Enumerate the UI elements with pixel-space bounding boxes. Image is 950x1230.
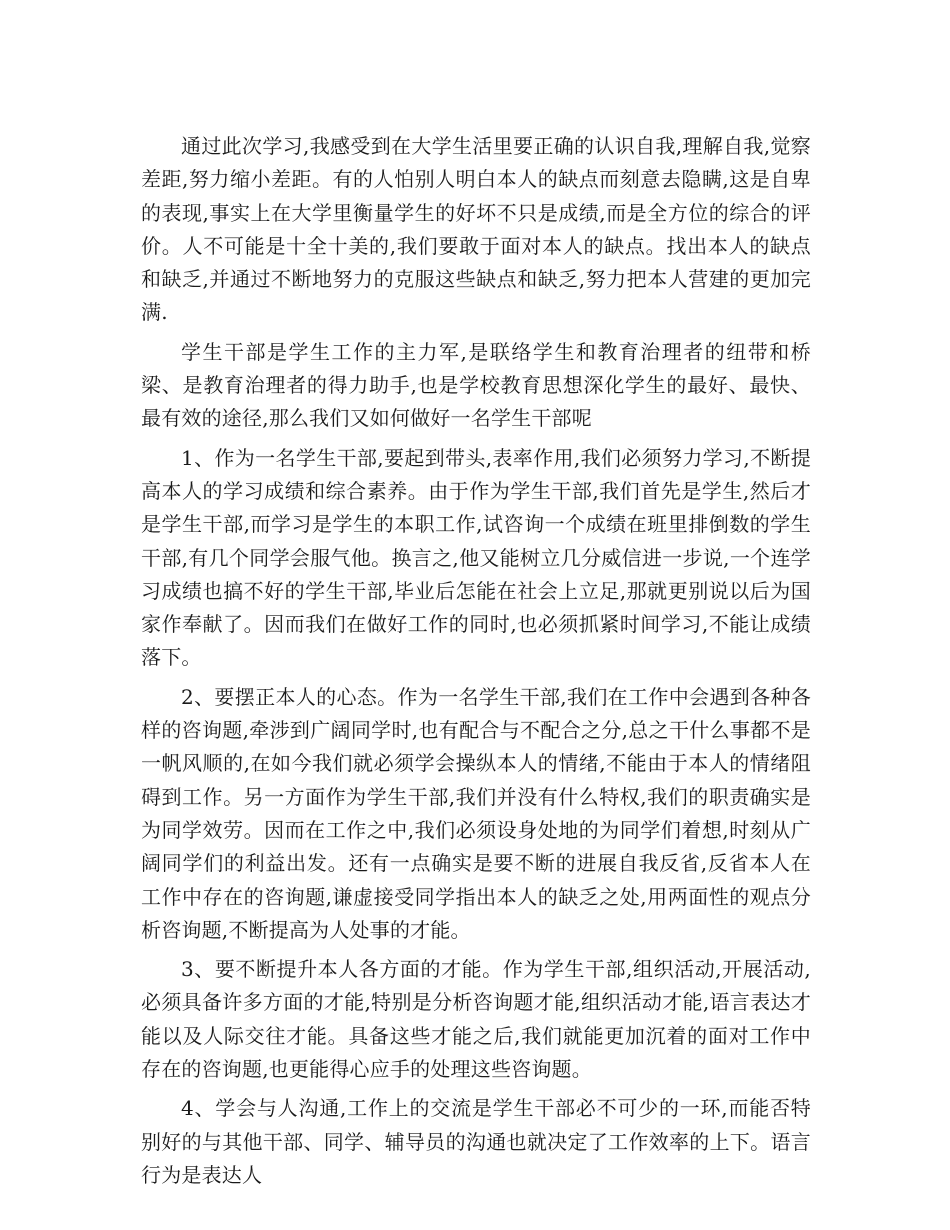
paragraph-point-1: 1、作为一名学生干部,要起到带头,表率作用,我们必须努力学习,不断提高本人的学习成绩和综合素养。由于作为学生干部,我们首先是学生,然后才是学生干部,而学习是学生的本职工作,试咨询一个成绩在班里排倒数的学生干部,有几个同学会服气他。换言之,他又能树立几分威信进一步说,一个连学习成绩也搞不好的学生干部,毕业后怎能在社会上立足,那就更别说以后为国家作奉献了。因而我们在做好工作的同时,也必须抓紧时间学习,不能让成绩落下。 [141, 445, 811, 670]
paragraph-student-cadre-intro: 学生干部是学生工作的主力军,是联络学生和教育治理者的纽带和桥梁、是教育治理者的得力助手,也是学校教育思想深化学生的最好、最快、最有效的途径,那么我们又如何做好一名学生干部呢 [141, 339, 811, 431]
paragraph-self-awareness: 通过此次学习,我感受到在大学生活里要正确的认识自我,理解自我,觉察差距,努力缩小差距。有的人怕别人明白本人的缺点而刻意去隐瞒,这是自卑的表现,事实上在大学里衡量学生的好坏不只是成绩,而是全方位的综合的评价。人不可能是十全十美的,我们要敢于面对本人的缺点。找出本人的缺点和缺乏,并通过不断地努力的克服这些缺点和缺乏,努力把本人营建的更加完满. [141, 134, 811, 325]
paragraph-point-3: 3、要不断提升本人各方面的才能。作为学生干部,组织活动,开展活动,必须具备许多方面的才能,特别是分析咨询题才能,组织活动才能,语言表达才能以及人际交往才能。具备这些才能之后,我们就能更加沉着的面对工作中存在的咨询题,也更能得心应手的处理这些咨询题。 [141, 957, 811, 1082]
paragraph-point-4: 4、学会与人沟通,工作上的交流是学生干部必不可少的一环,而能否特别好的与其他干部、同学、辅导员的沟通也就决定了工作效率的上下。语言行为是表达人 [141, 1096, 811, 1187]
document-body [141, 130, 811, 1198]
paragraph-point-2: 2、要摆正本人的心态。作为一名学生干部,我们在工作中会遇到各种各样的咨询题,牵涉到广阔同学时,也有配合与不配合之分,总之干什么事都不是一帆风顺的,在如今我们就必须学会操纵本人的情绪,不能由于本人的情绪阻碍到工作。另一方面作为学生干部,我们并没有什么特权,我们的职责确实是为同学效劳。因而在工作之中,我们必须设身处地的为同学们着想,时刻从广阔同学们的利益出发。还有一点确实是要不断的进展自我反省,反省本人在工作中存在的咨询题,谦虚接受同学指出本人的缺乏之处,用两面性的观点分析咨询题,不断提高为人处事的才能。 [141, 684, 811, 942]
